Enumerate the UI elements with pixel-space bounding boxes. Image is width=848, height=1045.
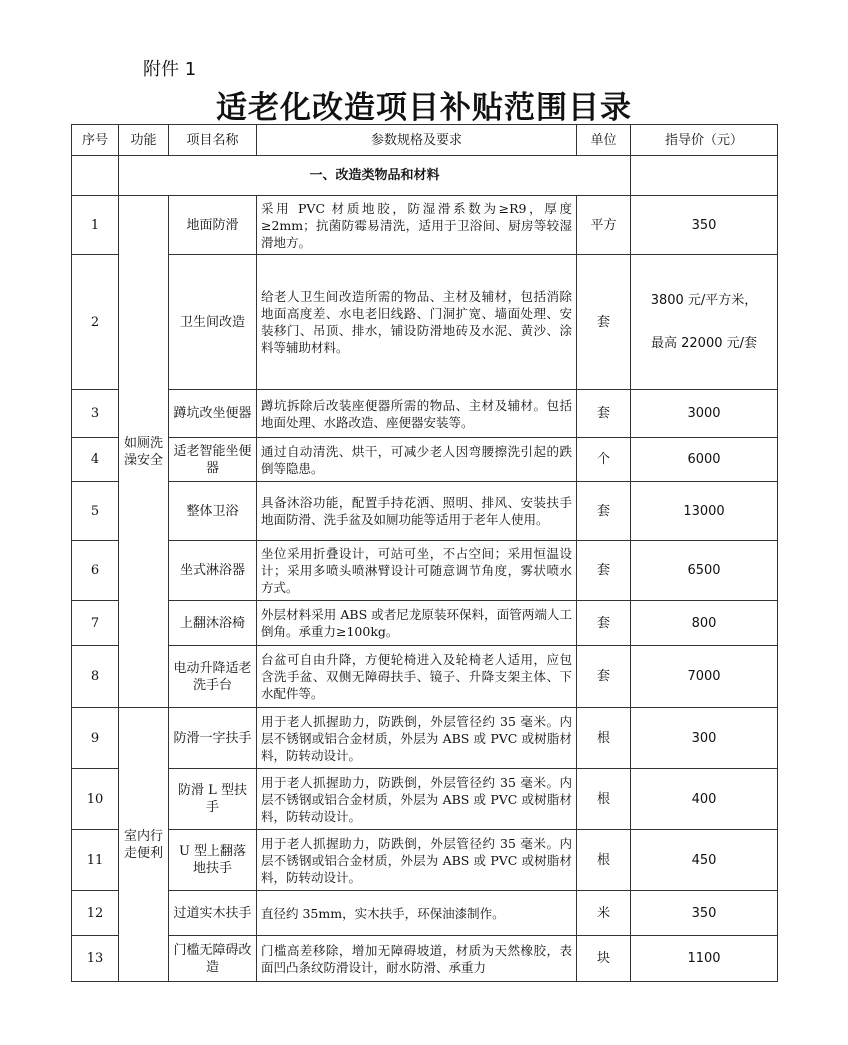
table-row bbox=[72, 769, 778, 830]
row-spec: 用于老人抓握助力，防跌倒，外层管径约 35 毫米。内层不锈钢或铝合金材质，外层为 ABS 或 PVC 或树脂材料，防转动设计。 bbox=[257, 708, 577, 769]
row-price-line2: 最高 22000 元/套 bbox=[651, 336, 757, 351]
row-unit: 套 bbox=[577, 646, 631, 708]
function-bath-safety: 如厕洗澡安全 bbox=[119, 196, 169, 708]
row-no: 8 bbox=[72, 646, 119, 708]
row-price: 6500 bbox=[631, 541, 778, 601]
table-row bbox=[72, 482, 778, 541]
row-unit: 根 bbox=[577, 708, 631, 769]
row-unit: 米 bbox=[577, 891, 631, 936]
row-no: 1 bbox=[72, 196, 119, 255]
function-indoor-walking: 室内行走便利 bbox=[119, 708, 169, 982]
row-name: 整体卫浴 bbox=[169, 482, 257, 541]
row-name: 地面防滑 bbox=[169, 196, 257, 255]
document-title: 适老化改造项目补贴范围目录 bbox=[216, 90, 632, 126]
row-spec: 蹲坑拆除后改装座便器所需的物品、主材及辅材。包括地面处理、水路改造、座便器安装等。 bbox=[257, 390, 577, 438]
table-header-row bbox=[72, 125, 778, 156]
row-name: 门槛无障碍改造 bbox=[169, 936, 257, 982]
row-name: 蹲坑改坐便器 bbox=[169, 390, 257, 438]
row-price: 350 bbox=[631, 891, 778, 936]
table-row bbox=[72, 936, 778, 982]
table-row bbox=[72, 601, 778, 646]
row-unit: 块 bbox=[577, 936, 631, 982]
row-spec: 用于老人抓握助力，防跌倒，外层管径约 35 毫米。内层不锈钢或铝合金材质，外层为 ABS 或 PVC 或树脂材料，防转动设计。 bbox=[257, 769, 577, 830]
row-price-line1: 3800 元/平方米， bbox=[650, 293, 758, 308]
table-row bbox=[72, 708, 778, 769]
row-unit: 套 bbox=[577, 541, 631, 601]
row-no: 10 bbox=[72, 769, 119, 830]
row-unit: 平方 bbox=[577, 196, 631, 255]
table-row bbox=[72, 891, 778, 936]
header-spec: 参数规格及要求 bbox=[257, 125, 577, 156]
row-price: 350 bbox=[631, 196, 778, 255]
row-price: 7000 bbox=[631, 646, 778, 708]
attachment-label: 附件 1 bbox=[143, 59, 197, 80]
row-no: 2 bbox=[72, 255, 119, 390]
table-row bbox=[72, 255, 778, 390]
table-row bbox=[72, 646, 778, 708]
row-spec: 门槛高差移除，增加无障碍坡道，材质为天然橡胶，表面凹凸条纹防滑设计，耐水防滑、承重力 bbox=[257, 936, 577, 982]
header-no: 序号 bbox=[72, 125, 119, 156]
row-no: 9 bbox=[72, 708, 119, 769]
row-unit: 套 bbox=[577, 482, 631, 541]
header-name: 项目名称 bbox=[169, 125, 257, 156]
row-unit: 根 bbox=[577, 769, 631, 830]
row-price: 800 bbox=[631, 601, 778, 646]
table-row bbox=[72, 390, 778, 438]
row-unit: 套 bbox=[577, 390, 631, 438]
header-function: 功能 bbox=[119, 125, 169, 156]
row-spec: 外层材料采用 ABS 或者尼龙原装环保料，面管两端人工倒角。承重力≥100kg。 bbox=[257, 601, 577, 646]
row-spec: 台盆可自由升降，方便轮椅进入及轮椅老人适用，应包含洗手盆、双侧无障碍扶手、镜子、升降支架主体、下水配件等。 bbox=[257, 646, 577, 708]
row-spec: 直径约 35mm，实木扶手，环保油漆制作。 bbox=[257, 891, 577, 936]
row-name: 防滑一字扶手 bbox=[169, 708, 257, 769]
header-unit: 单位 bbox=[577, 125, 631, 156]
row-spec: 给老人卫生间改造所需的物品、主材及辅材，包括消除地面高度差、水电老旧线路、门洞扩宽、墙面处理、安装移门、吊顶、排水，铺设防滑地砖及水泥、黄沙、涂料等辅助材料。 bbox=[257, 255, 577, 390]
row-no: 4 bbox=[72, 438, 119, 482]
row-no: 13 bbox=[72, 936, 119, 982]
row-price: 13000 bbox=[631, 482, 778, 541]
section-title: 一、改造类物品和材料 bbox=[119, 156, 631, 196]
row-spec: 坐位采用折叠设计，可站可坐，不占空间；采用恒温设计；采用多喷头喷淋臂设计可随意调节角度，雾状喷水方式。 bbox=[257, 541, 577, 601]
row-price: 300 bbox=[631, 708, 778, 769]
row-name: 防滑 L 型扶手 bbox=[169, 769, 257, 830]
table-row bbox=[72, 438, 778, 482]
row-unit: 根 bbox=[577, 830, 631, 891]
row-price: 450 bbox=[631, 830, 778, 891]
row-no: 11 bbox=[72, 830, 119, 891]
row-spec: 用于老人抓握助力，防跌倒，外层管径约 35 毫米。内层不锈钢或铝合金材质，外层为 ABS 或 PVC 或树脂材料，防转动设计。 bbox=[257, 830, 577, 891]
row-price: 6000 bbox=[631, 438, 778, 482]
row-no: 7 bbox=[72, 601, 119, 646]
table-row bbox=[72, 541, 778, 601]
table-row bbox=[72, 196, 778, 255]
row-name: U 型上翻落地扶手 bbox=[169, 830, 257, 891]
row-price: 1100 bbox=[631, 936, 778, 982]
row-name: 坐式淋浴器 bbox=[169, 541, 257, 601]
row-price: 3000 bbox=[631, 390, 778, 438]
row-spec: 通过自动清洗、烘干，可减少老人因弯腰擦洗引起的跌倒等隐患。 bbox=[257, 438, 577, 482]
row-no: 12 bbox=[72, 891, 119, 936]
row-unit: 个 bbox=[577, 438, 631, 482]
section-row bbox=[72, 156, 778, 196]
row-price: 400 bbox=[631, 769, 778, 830]
row-unit: 套 bbox=[577, 255, 631, 390]
row-spec: 采用 PVC 材质地胶，防湿滑系数为≥R9，厚度≥2mm；抗菌防霉易清洗，适用于卫浴间、厨房等较湿滑地方。 bbox=[257, 196, 577, 255]
table-row bbox=[72, 830, 778, 891]
row-name: 适老智能坐便器 bbox=[169, 438, 257, 482]
row-unit: 套 bbox=[577, 601, 631, 646]
subsidy-catalog-table bbox=[71, 124, 778, 982]
header-price: 指导价（元） bbox=[631, 125, 778, 156]
row-name: 电动升降适老洗手台 bbox=[169, 646, 257, 708]
row-no: 3 bbox=[72, 390, 119, 438]
row-name: 卫生间改造 bbox=[169, 255, 257, 390]
row-no: 5 bbox=[72, 482, 119, 541]
row-no: 6 bbox=[72, 541, 119, 601]
row-price bbox=[631, 255, 778, 390]
row-name: 上翻沐浴椅 bbox=[169, 601, 257, 646]
row-spec: 具备沐浴功能，配置手持花洒、照明、排风、安装扶手地面防滑、洗手盆及如厕功能等适用于老年人使用。 bbox=[257, 482, 577, 541]
row-name: 过道实木扶手 bbox=[169, 891, 257, 936]
